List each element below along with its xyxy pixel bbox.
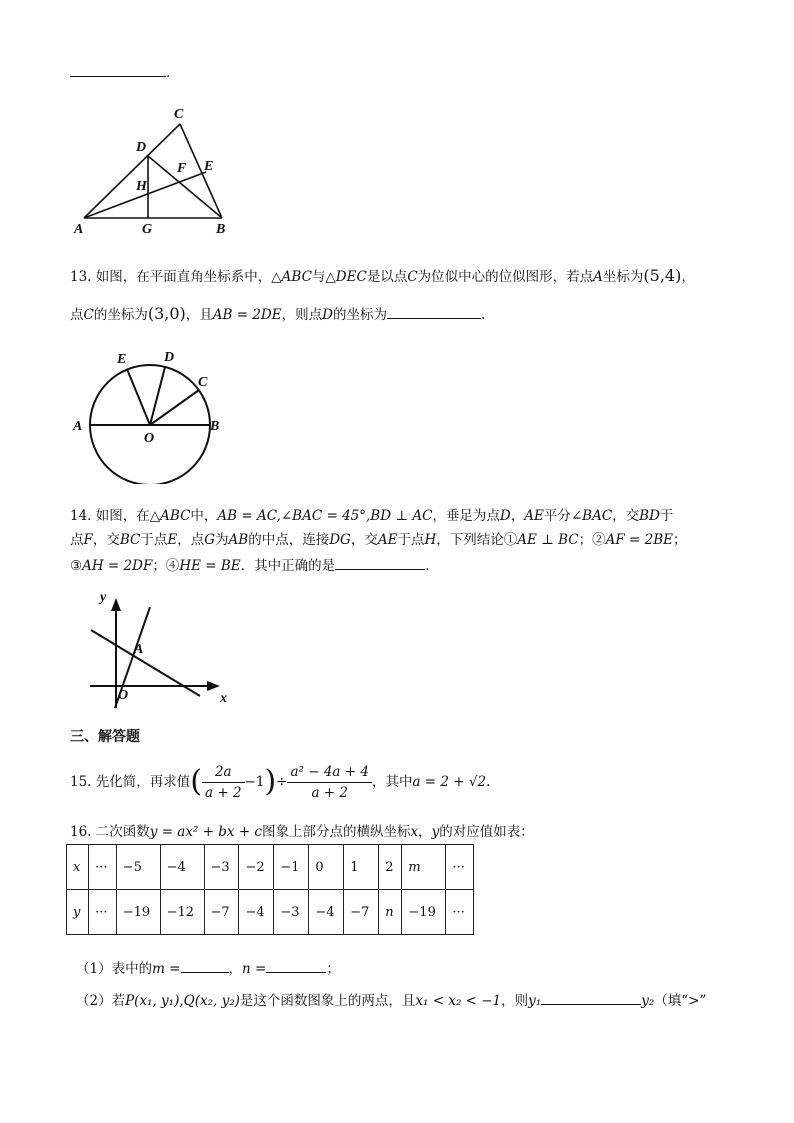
label-o: O <box>144 431 155 446</box>
label-d: D <box>136 140 147 155</box>
q14-line-3: ③AH = 2DF；④HE = BE．其中正确的是 . <box>70 555 429 576</box>
label-c: C <box>198 375 208 390</box>
q13-answer-blank[interactable] <box>387 304 481 319</box>
x-axis-arrow <box>207 681 220 691</box>
q14-line-2: 点F，交BC于点E，点G为AB的中点，连接DG，交AE于点H，下列结论①AE ⊥ BC；②AF = 2BE； <box>70 532 687 548</box>
section-heading: 三、解答题 <box>70 729 140 745</box>
label-b: B <box>216 222 226 237</box>
n-answer-blank[interactable] <box>266 958 326 973</box>
figure-coordinate-axes <box>76 586 236 710</box>
label-e: E <box>204 159 214 174</box>
label-o: O <box>118 688 129 703</box>
q12-answer-line: . <box>70 62 170 83</box>
label-c: C <box>174 107 184 122</box>
figure-triangle-abc <box>66 100 246 240</box>
label-g: G <box>142 222 153 237</box>
label-y: y <box>100 590 107 605</box>
figure-circle <box>66 340 242 484</box>
label-a: A <box>134 642 144 657</box>
y-axis-arrow <box>111 598 121 611</box>
label-a: A <box>74 222 84 237</box>
m-answer-blank[interactable] <box>181 958 229 973</box>
table-row-y: y ··· −19 −12 −7 −4 −3 −4 −7 n −19 ··· <box>67 890 474 935</box>
q16-part-2: （2）若P(x₁, y₁),Q(x₂, y₂)是这个函数图象上的两点，且x₁ < x₂ < −1，则y₁ y₂（填“>” <box>76 990 706 1011</box>
q14-answer-blank[interactable] <box>335 555 425 570</box>
label-b: B <box>210 419 220 434</box>
table-row-x: x ··· −5 −4 −3 −2 −1 0 1 2 m ··· <box>67 845 474 890</box>
label-d: D <box>164 350 175 365</box>
q15-line: 15. 先化简，再求值 ( $\frac{2a}{a + 2}$ −1 ) ÷ $\frac{\text{a² − 4a + 4}}{a + 2}$ ，其中 a = 2 + √2 . <box>70 763 491 801</box>
q16-intro: 16. 二次函数y = ax² + bx + c图象上部分点的横纵坐标x，y的对应值如表： <box>70 824 534 840</box>
label-f: F <box>177 161 187 176</box>
label-a: A <box>73 419 83 434</box>
q13-line-1: 13. 如图，在平面直角坐标系中，△ABC与△DEC是以点C为位似中心的位似图形，若点A坐标为(5,4)， <box>70 266 695 285</box>
label-e: E <box>117 352 127 367</box>
q16-part-1: （1）表中的m = ，n = ； <box>76 958 340 979</box>
q14-line-1: 14. 如图，在△ABC中，AB = AC,∠BAC = 45°,BD ⊥ AC，垂足为点D，AE平分∠BAC，交BD于 <box>70 508 674 524</box>
compare-answer-blank[interactable] <box>541 990 641 1005</box>
q13-line-2: 点C的坐标为(3,0)，且AB = 2DE，则点D的坐标为 . <box>70 304 486 323</box>
label-x: x <box>220 691 227 706</box>
label-h: H <box>136 179 147 194</box>
value-table <box>66 844 474 935</box>
answer-blank[interactable] <box>70 62 166 77</box>
